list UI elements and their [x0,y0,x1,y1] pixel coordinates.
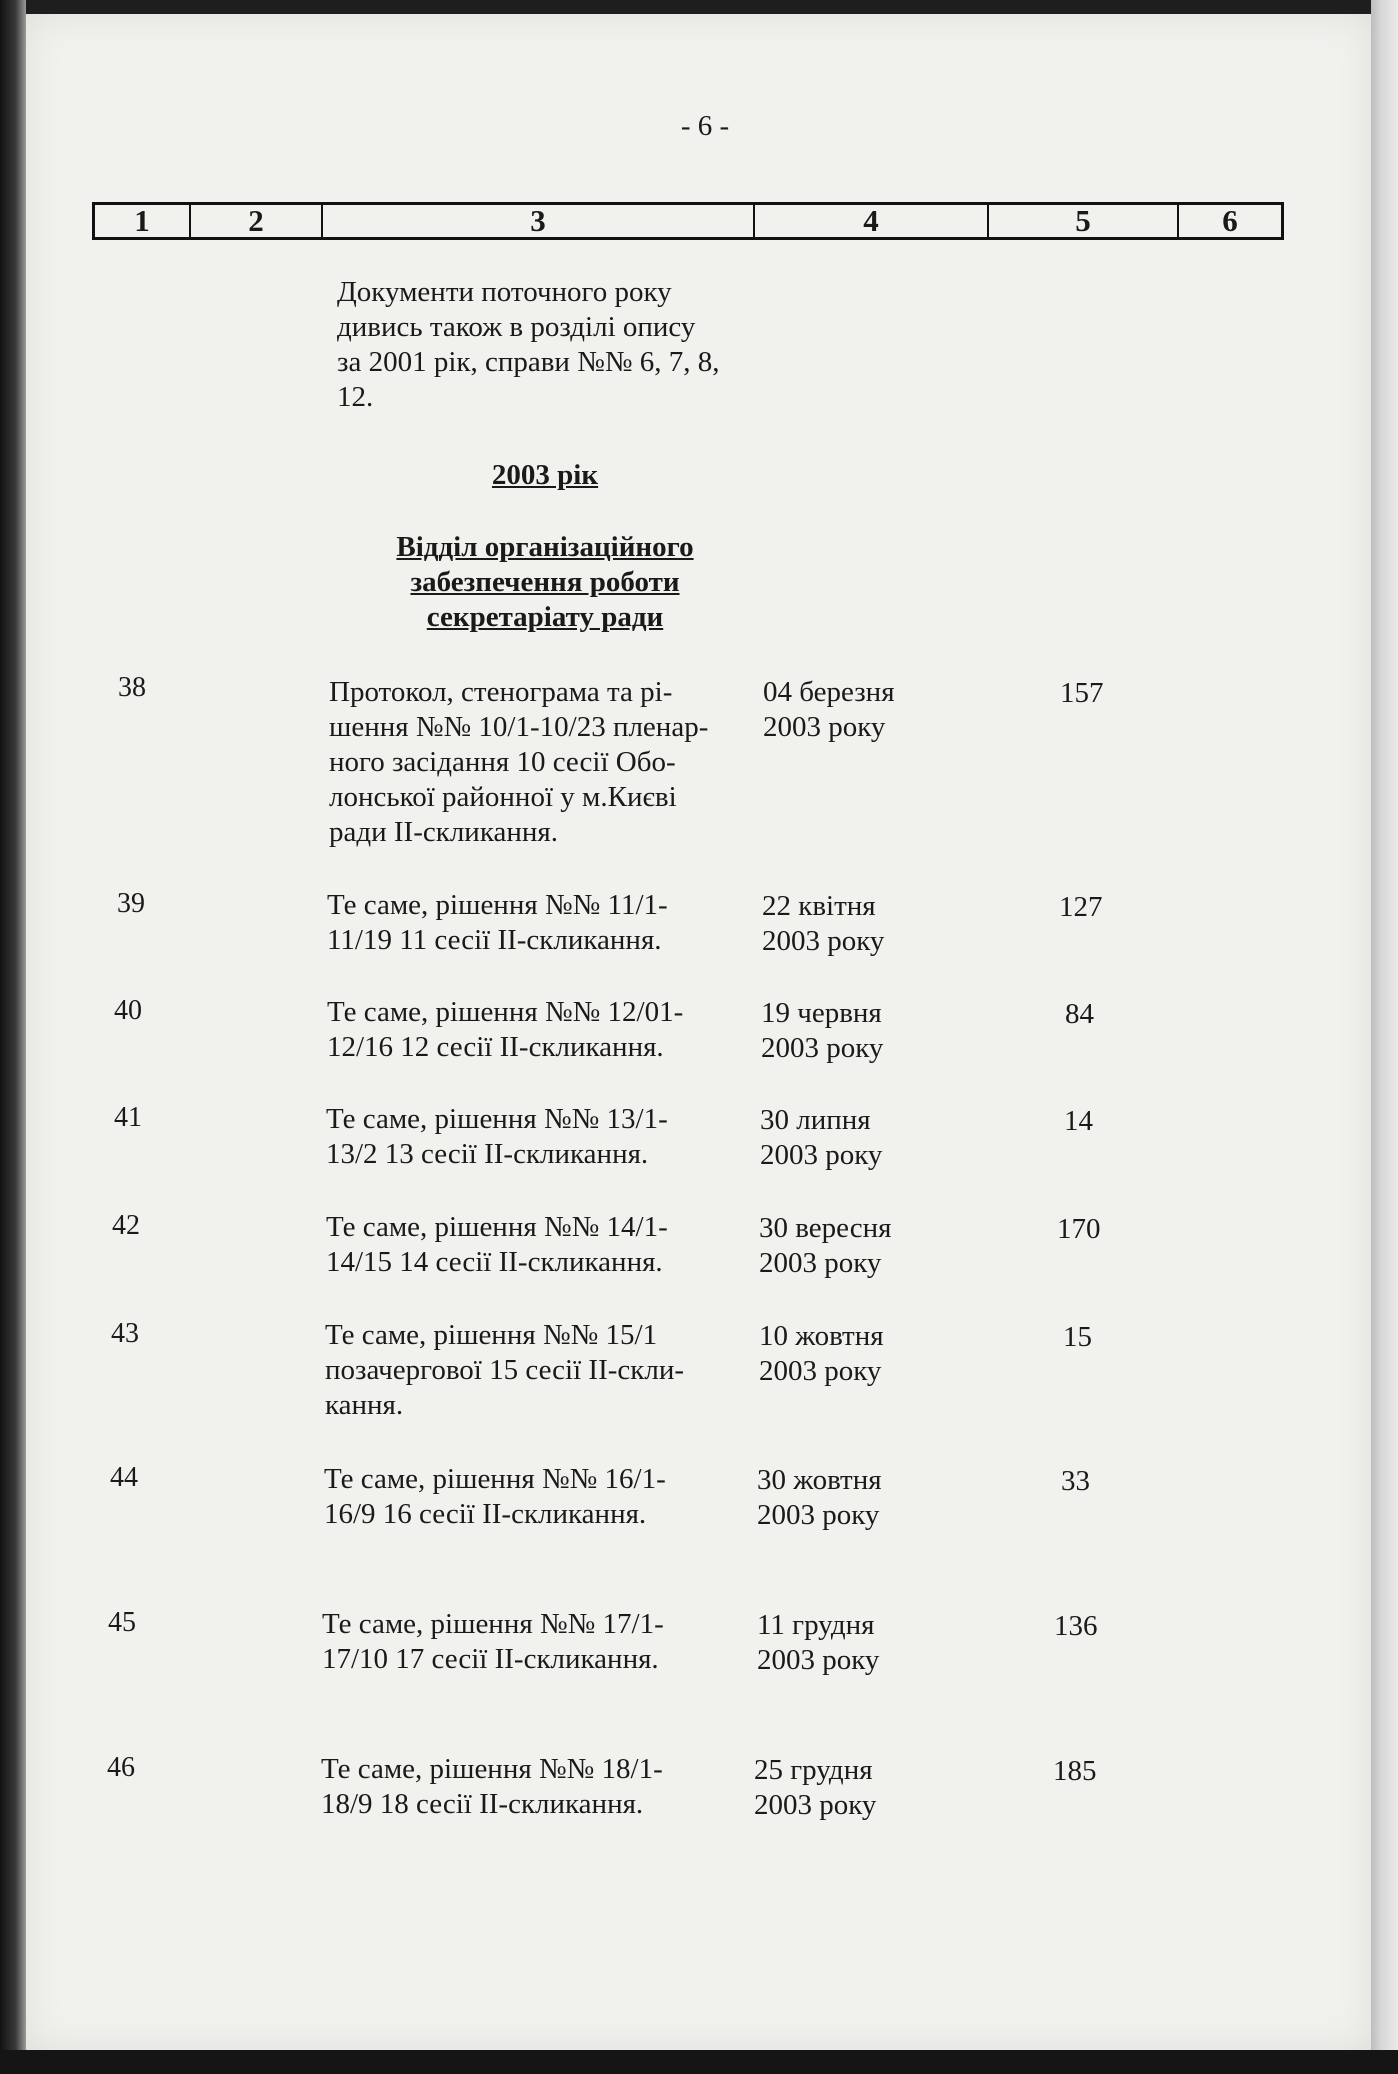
row-date-line: 22 квітня [762,890,876,922]
row-pages: 185 [1053,1755,1097,1787]
row-pages: 33 [1061,1465,1090,1497]
row-date-line: 30 вересня [759,1212,892,1244]
column-header-6: 6 [1222,203,1238,238]
scan-edge-bottom [0,2050,1398,2074]
row-title-line: ради ІІ-скликання. [329,816,558,848]
scan-edge-right [1371,0,1398,2074]
row-number: 38 [118,672,146,703]
row-pages: 14 [1064,1105,1093,1137]
column-header-3: 3 [323,205,755,237]
row-number: 40 [114,995,142,1026]
row-date-line: 2003 року [759,1247,882,1279]
row-number: 42 [112,1210,140,1241]
row-date-line: 2003 року [759,1355,882,1387]
row-title-line: 16/9 16 сесії ІІ-скликання. [324,1498,647,1530]
row-date-line: 11 грудня [757,1609,875,1641]
department-heading-line: Відділ організаційного [396,531,694,563]
row-pages: 136 [1054,1610,1098,1642]
page-number: - 6 - [680,110,730,142]
row-title-line: Те саме, рішення №№ 18/1- [321,1753,663,1785]
row-title-line: лонської районної у м.Києві [329,781,677,813]
row-title-line: 12/16 12 сесії ІІ-скликання. [327,1031,664,1063]
column-header-2: 2 [191,205,323,237]
row-title-line: кання. [325,1389,404,1421]
row-title-line: Те саме, рішення №№ 13/1- [326,1103,668,1135]
row-title-line: 17/10 17 сесії ІІ-скликання. [322,1643,659,1675]
row-number: 45 [108,1607,136,1638]
row-date-line: 25 грудня [754,1754,873,1786]
row-title-line: Протокол, стенограма та рі- [329,676,673,708]
row-title-line: позачергової 15 сесії ІІ-скли- [325,1354,685,1386]
row-date-line: 19 червня [761,997,882,1029]
row-date-line: 2003 року [757,1499,880,1531]
row-number: 43 [111,1318,139,1349]
row-date-line: 2003 року [757,1644,880,1676]
intro-line: 12. [337,381,374,413]
row-title-line: Те саме, рішення №№ 12/01- [327,996,684,1028]
row-title-line: Те саме, рішення №№ 11/1- [327,889,668,921]
row-date-line: 2003 року [754,1789,877,1821]
column-header-row [92,202,1284,240]
intro-line: за 2001 рік, справи №№ 6, 7, 8, [337,346,720,378]
column-header-4: 4 [755,205,989,237]
row-title-line: Те саме, рішення №№ 17/1- [322,1608,664,1640]
row-pages: 157 [1060,677,1104,709]
row-date-line: 30 липня [760,1104,871,1136]
row-pages: 84 [1065,998,1094,1030]
row-date-line: 2003 року [762,925,885,957]
row-date-line: 2003 року [760,1139,883,1171]
scan-edge-left [0,0,26,2074]
column-header-5: 5 [989,205,1179,237]
row-title-line: 18/9 18 сесії ІІ-скликання. [321,1788,644,1820]
row-title-line: 11/19 11 сесії ІІ-скликання. [327,924,662,956]
department-heading-line: забезпечення роботи [410,566,680,598]
row-pages: 170 [1057,1213,1101,1245]
row-date-line: 10 жовтня [759,1320,884,1352]
row-title-line: ного засідання 10 сесії Обо- [329,746,676,778]
department-heading-line: секретаріату ради [426,601,664,633]
row-title-line: шення №№ 10/1-10/23 пленар- [329,711,709,743]
row-title-line: Те саме, рішення №№ 14/1- [326,1211,668,1243]
row-number: 39 [117,888,145,919]
row-title-line: 13/2 13 сесії ІІ-скликання. [326,1138,649,1170]
row-title-line: Те саме, рішення №№ 16/1- [324,1463,666,1495]
intro-line: Документи поточного року [337,276,672,308]
row-title-line: 14/15 14 сесії ІІ-скликання. [326,1246,663,1278]
row-date-line: 30 жовтня [757,1464,882,1496]
row-pages: 127 [1059,891,1103,923]
row-number: 44 [110,1462,138,1493]
row-pages: 15 [1063,1321,1092,1353]
column-header-1: 1 [95,205,191,237]
row-number: 41 [114,1102,142,1133]
row-date-line: 2003 року [761,1032,884,1064]
row-date-line: 04 березня [763,676,895,708]
row-title-line: Те саме, рішення №№ 15/1 [325,1319,658,1351]
document-page [26,14,1371,2050]
intro-line: дивись також в розділі опису [337,311,696,343]
row-number: 46 [107,1752,135,1783]
year-heading: 2003 рік [491,459,599,491]
row-date-line: 2003 року [763,711,886,743]
